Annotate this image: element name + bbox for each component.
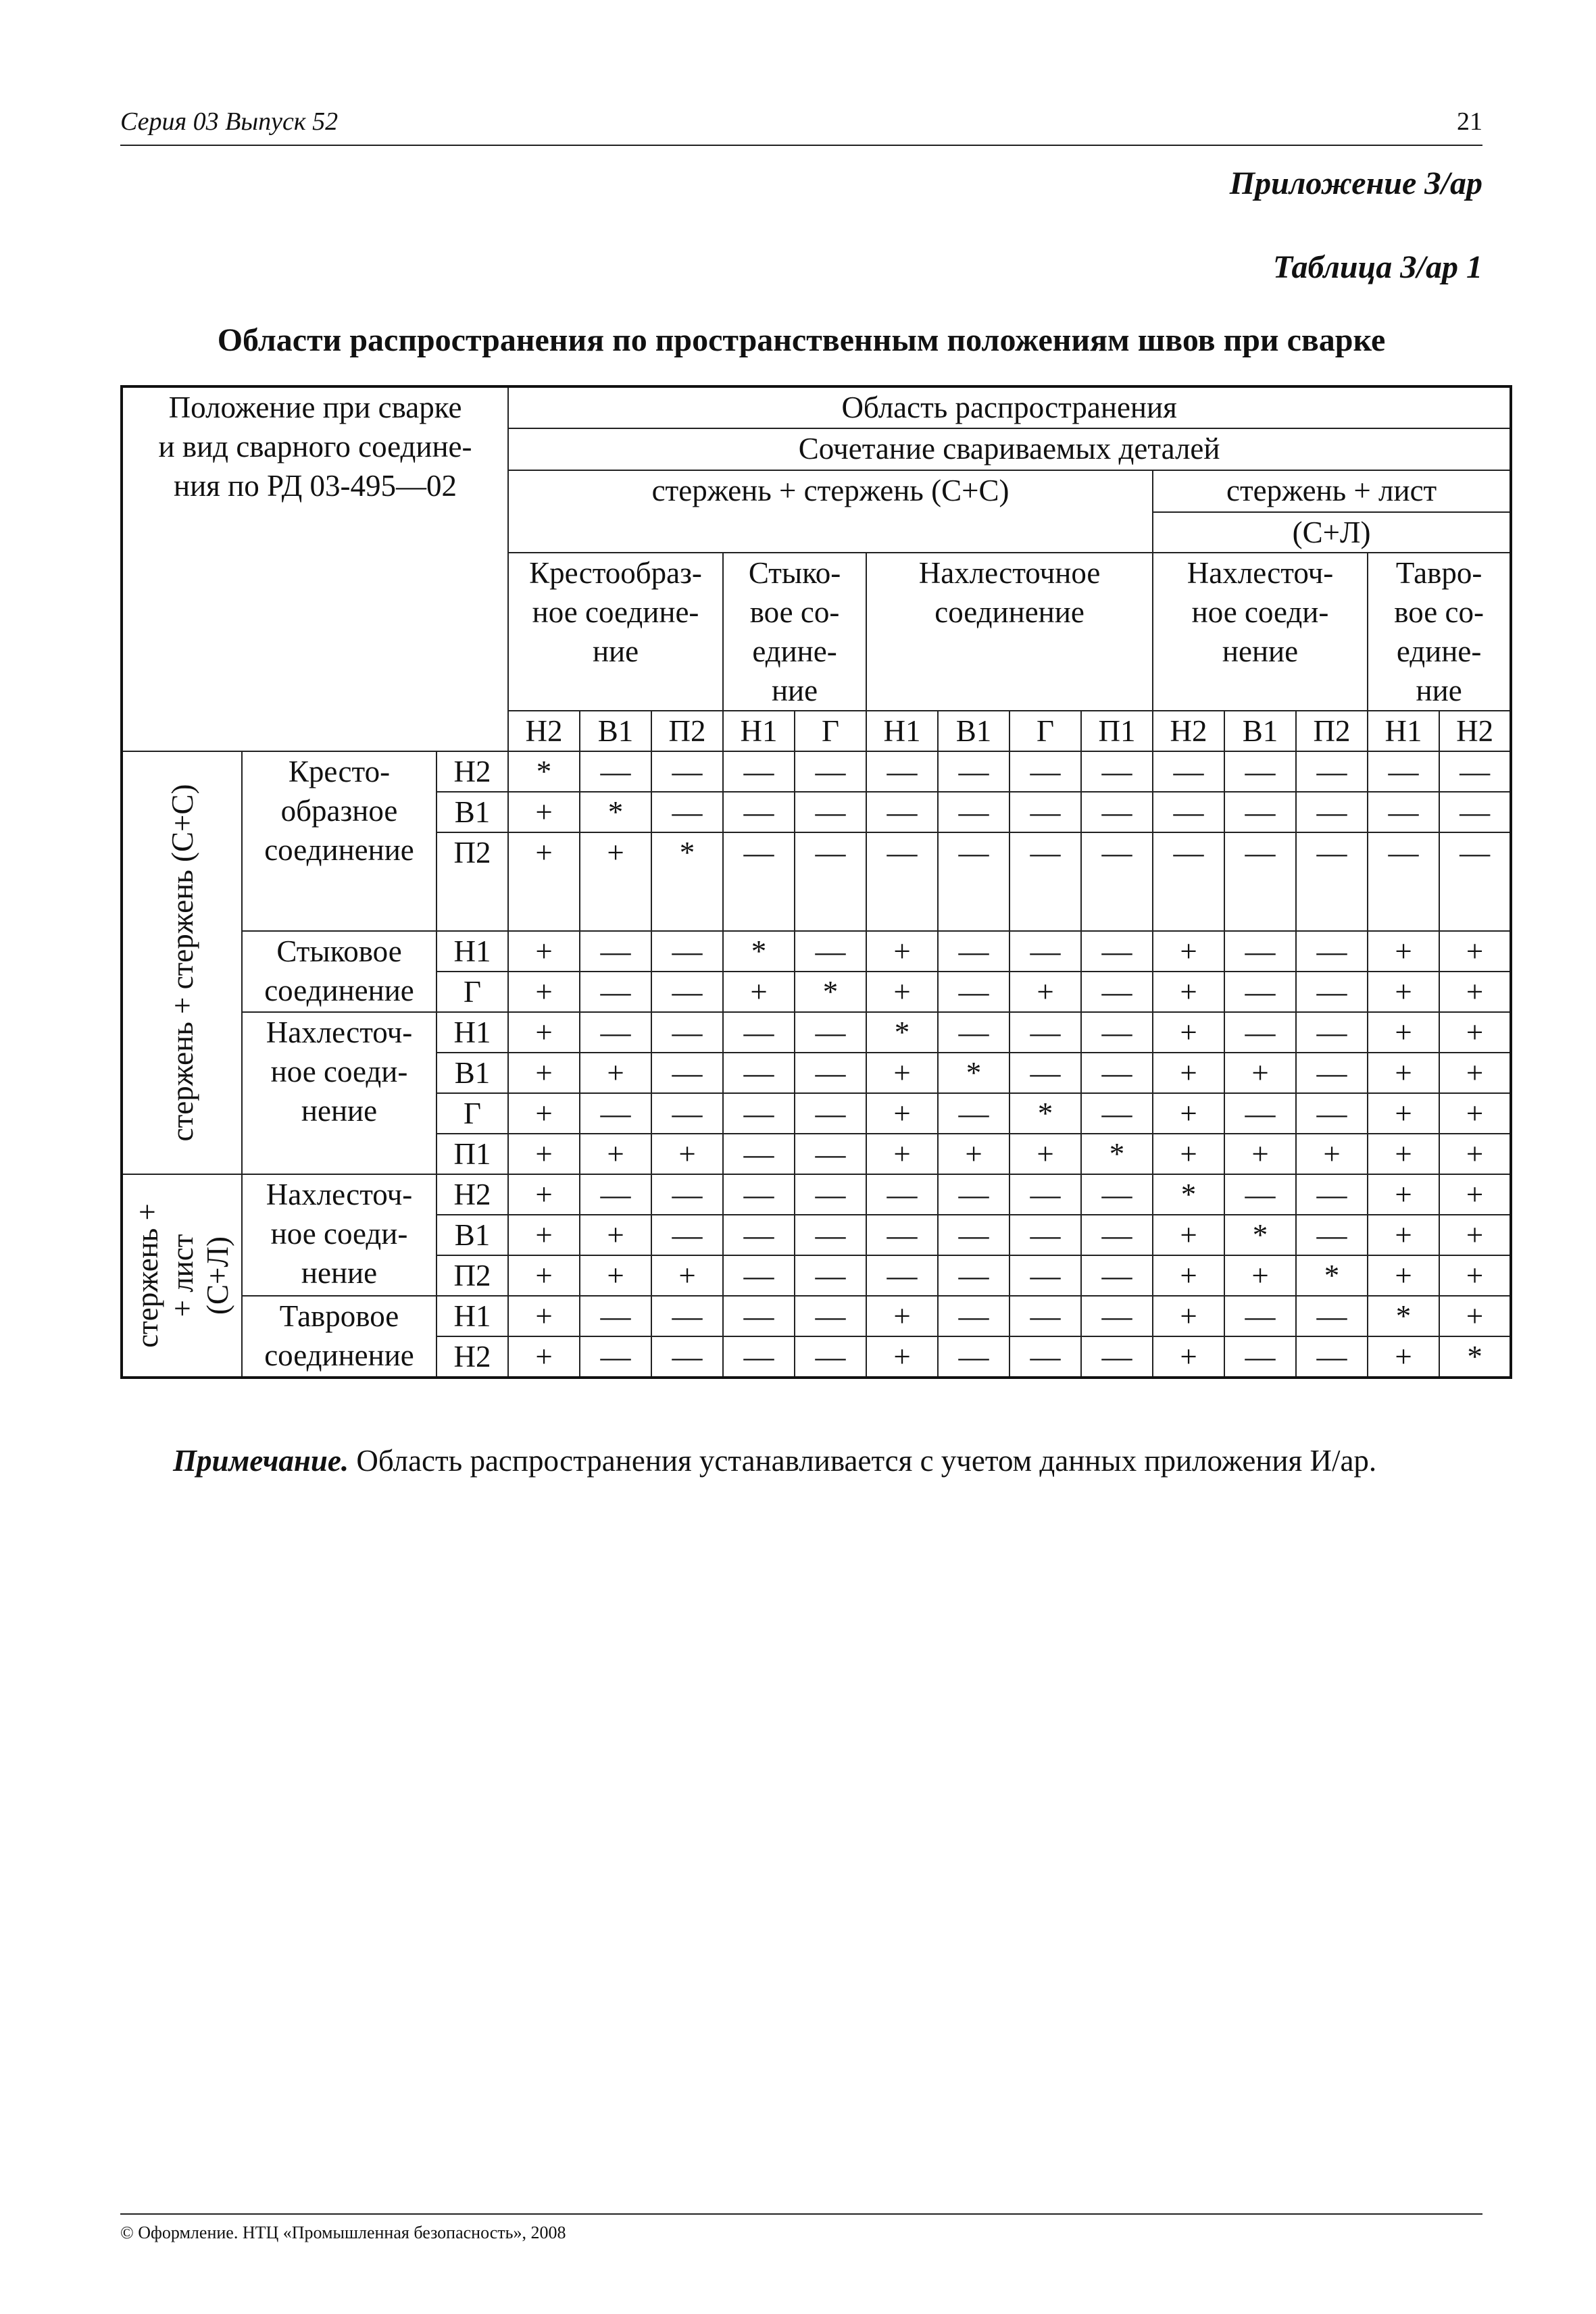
note-text: Область распространения устанавливается с учетом данных приложения И/ар. — [349, 1444, 1377, 1478]
table-row — [122, 751, 1511, 792]
table-cell: * — [1009, 1093, 1081, 1134]
welding-positions-table — [120, 385, 1512, 1379]
row-position-code: Н1 — [437, 1296, 508, 1336]
table-cell: — — [651, 1296, 723, 1336]
table-cell: — — [1081, 832, 1153, 931]
table-row — [122, 1174, 1511, 1215]
table-cell: — — [795, 1134, 866, 1174]
table-cell: — — [795, 1053, 866, 1093]
table-cell: + — [508, 792, 580, 832]
table-cell: — — [580, 751, 651, 792]
table-cell: — — [723, 792, 795, 832]
table-cell: — — [1439, 792, 1511, 832]
table-cell: + — [508, 1336, 580, 1378]
table-cell: — — [651, 1053, 723, 1093]
table-cell: — — [580, 1012, 651, 1053]
table-cell: — — [1009, 1296, 1081, 1336]
table-cell: — — [795, 1174, 866, 1215]
table-cell: — — [723, 1134, 795, 1174]
table-cell: — — [1296, 751, 1368, 792]
joint-header-tee — [1368, 553, 1511, 711]
table-cell: — — [1009, 931, 1081, 972]
table-cell: + — [1224, 1255, 1296, 1296]
table-cell: — — [1296, 1296, 1368, 1336]
table-cell: — — [723, 751, 795, 792]
rod-rod-header: стержень + стержень (С+С) — [508, 470, 1153, 553]
table-cell: — — [1081, 1255, 1153, 1296]
table-cell: — — [795, 751, 866, 792]
table-cell: — — [1081, 1012, 1153, 1053]
table-cell: — — [1368, 832, 1439, 931]
table-cell: — — [1081, 751, 1153, 792]
table-cell: — — [1296, 1093, 1368, 1134]
table-cell: + — [1368, 1174, 1439, 1215]
table-cell: — — [1081, 1093, 1153, 1134]
table-cell: + — [1439, 1255, 1511, 1296]
table-cell: — — [1081, 1296, 1153, 1336]
table-cell: + — [1368, 1093, 1439, 1134]
table-cell: + — [508, 1255, 580, 1296]
row-joint-cross — [242, 751, 437, 931]
table-note — [173, 1443, 1376, 1478]
table-cell: — — [1153, 832, 1224, 931]
table-cell: — — [938, 1296, 1009, 1336]
table-cell: — — [1296, 1215, 1368, 1255]
table-cell: — — [795, 1336, 866, 1378]
table-cell: + — [508, 972, 580, 1012]
table-cell: — — [866, 1255, 938, 1296]
joint-header-lap-cl — [1153, 553, 1368, 711]
row-joint-butt — [242, 931, 437, 1012]
table-cell: — — [651, 1012, 723, 1053]
joint-header-line: Нахлесточ- — [1187, 556, 1334, 590]
joint-header-line: Крестообраз- — [529, 556, 702, 590]
footer-divider — [120, 2213, 1482, 2215]
table-cell: + — [508, 1093, 580, 1134]
table-cell: * — [580, 792, 651, 832]
table-cell: — — [1009, 751, 1081, 792]
table-cell: * — [1081, 1134, 1153, 1174]
table-cell: — — [1296, 832, 1368, 931]
table-row — [122, 931, 1511, 972]
table-cell: — — [1153, 792, 1224, 832]
table-cell: — — [651, 931, 723, 972]
table-cell: — — [795, 1296, 866, 1336]
group-label-line: стержень + — [130, 1203, 164, 1348]
table-cell: + — [508, 832, 580, 931]
corner-header-cell — [122, 386, 508, 751]
table-cell: — — [723, 1093, 795, 1134]
position-code-header: Г — [1009, 711, 1081, 751]
table-cell: — — [1368, 751, 1439, 792]
table-label: Таблица З/ар 1 — [1272, 249, 1482, 285]
position-code-header: Г — [795, 711, 866, 751]
row-joint-line: ное соеди- — [270, 1217, 408, 1251]
table-cell: — — [1009, 1215, 1081, 1255]
row-joint-line: ное соеди- — [270, 1055, 408, 1088]
table-cell: + — [580, 832, 651, 931]
joint-header-line: ние — [771, 674, 818, 707]
table-cell: + — [1153, 1255, 1224, 1296]
table-cell: * — [866, 1012, 938, 1053]
table-cell: — — [723, 1296, 795, 1336]
table-cell: — — [795, 1012, 866, 1053]
group-label: стержень + стержень (С+С) — [165, 784, 199, 1142]
combination-header: Сочетание свариваемых деталей — [508, 428, 1511, 470]
joint-header-line: вое со- — [749, 595, 840, 629]
table-cell: + — [1224, 1134, 1296, 1174]
row-joint-line: соединение — [264, 1338, 414, 1372]
table-cell: + — [508, 1215, 580, 1255]
table-cell: + — [1439, 1296, 1511, 1336]
table-cell: — — [1296, 1053, 1368, 1093]
table-cell: — — [938, 1336, 1009, 1378]
table-cell: — — [938, 792, 1009, 832]
table-cell: + — [1368, 1255, 1439, 1296]
table-cell: — — [1081, 1215, 1153, 1255]
table-cell: + — [1368, 1336, 1439, 1378]
table-cell: + — [866, 1093, 938, 1134]
table-cell: * — [795, 972, 866, 1012]
row-position-code: В1 — [437, 1215, 508, 1255]
joint-header-line: ние — [1416, 674, 1462, 707]
table-cell: — — [651, 751, 723, 792]
table-cell: — — [1081, 792, 1153, 832]
table-cell: — — [651, 1336, 723, 1378]
table-cell: — — [938, 972, 1009, 1012]
table-cell: — — [1368, 792, 1439, 832]
table-cell: * — [938, 1053, 1009, 1093]
table-cell: + — [866, 931, 938, 972]
table-cell: + — [1368, 1012, 1439, 1053]
table-cell: — — [1009, 1336, 1081, 1378]
joint-header-cross — [508, 553, 723, 711]
table-cell: + — [1439, 1053, 1511, 1093]
series-label: Серия 03 Выпуск 52 — [120, 107, 339, 136]
row-joint-line: Тавровое — [279, 1299, 399, 1333]
position-code-header: Н1 — [866, 711, 938, 751]
table-cell: — — [1439, 751, 1511, 792]
row-position-code: Г — [437, 972, 508, 1012]
table-cell: * — [651, 832, 723, 931]
table-cell: — — [938, 1215, 1009, 1255]
corner-header-line: Положение при сварке — [168, 391, 462, 424]
table-cell: * — [723, 931, 795, 972]
joint-header-butt — [723, 553, 866, 711]
table-cell: + — [938, 1134, 1009, 1174]
table-cell: — — [866, 1215, 938, 1255]
table-cell: — — [723, 1215, 795, 1255]
table-cell: — — [651, 1174, 723, 1215]
table-cell: — — [580, 1296, 651, 1336]
table-cell: — — [795, 792, 866, 832]
row-position-code: В1 — [437, 792, 508, 832]
table-cell: — — [795, 1093, 866, 1134]
table-cell: — — [723, 1255, 795, 1296]
table-cell: — — [1081, 1053, 1153, 1093]
table-row — [122, 1012, 1511, 1053]
rod-sheet-header-line: стержень + лист — [1153, 470, 1511, 512]
table-cell: + — [1224, 1053, 1296, 1093]
joint-header-line: ное соедине- — [532, 595, 699, 629]
table-cell: + — [580, 1215, 651, 1255]
table-cell: — — [1296, 972, 1368, 1012]
rod-sheet-header-line: (С+Л) — [1153, 512, 1511, 553]
table-row — [122, 1296, 1511, 1336]
table-cell: + — [1153, 1053, 1224, 1093]
row-joint-line: Нахлесточ- — [266, 1015, 413, 1049]
table-cell: — — [1224, 1296, 1296, 1336]
page-number: 21 — [1457, 107, 1482, 136]
row-joint-lap-cl — [242, 1174, 437, 1296]
table-cell: — — [1224, 751, 1296, 792]
table-cell: — — [723, 832, 795, 931]
table-cell: — — [938, 1093, 1009, 1134]
table-cell: — — [938, 832, 1009, 931]
row-position-code: В1 — [437, 1053, 508, 1093]
table-cell: + — [1153, 1336, 1224, 1378]
footer-copyright: © Оформление. НТЦ «Промышленная безопасность», 2008 — [120, 2223, 566, 2242]
row-position-code: П2 — [437, 832, 508, 931]
area-header: Область распространения — [508, 386, 1511, 428]
table-cell: — — [1224, 792, 1296, 832]
group-rod-rod — [122, 751, 242, 1174]
table-cell: + — [866, 1134, 938, 1174]
table-cell: + — [1439, 1093, 1511, 1134]
table-cell: — — [795, 1255, 866, 1296]
row-joint-line: Кресто- — [288, 755, 391, 788]
table-cell: — — [1224, 972, 1296, 1012]
table-cell: + — [1439, 1012, 1511, 1053]
table-cell: — — [1009, 792, 1081, 832]
position-code-header: П2 — [651, 711, 723, 751]
table-cell: + — [1439, 1134, 1511, 1174]
table-cell: + — [866, 1336, 938, 1378]
table-cell: — — [866, 1174, 938, 1215]
table-cell: — — [938, 751, 1009, 792]
table-cell: + — [1153, 1296, 1224, 1336]
table-cell: + — [1153, 1093, 1224, 1134]
position-code-header: Н2 — [1439, 711, 1511, 751]
table-cell: — — [723, 1053, 795, 1093]
table-cell: + — [1153, 1134, 1224, 1174]
table-cell: — — [580, 931, 651, 972]
position-code-header: Н2 — [1153, 711, 1224, 751]
table-cell: * — [508, 751, 580, 792]
joint-header-line: едине- — [752, 634, 837, 668]
table-cell: + — [651, 1255, 723, 1296]
table-cell: — — [1009, 1053, 1081, 1093]
table-cell: * — [1368, 1296, 1439, 1336]
row-position-code: Н1 — [437, 931, 508, 972]
note-label: Примечание. — [173, 1444, 349, 1478]
row-joint-line: образное — [280, 794, 398, 828]
row-joint-line: Нахлесточ- — [266, 1178, 413, 1211]
table-cell: + — [1439, 972, 1511, 1012]
table-cell: — — [1081, 1336, 1153, 1378]
table-cell: + — [508, 1012, 580, 1053]
table-cell: — — [723, 1336, 795, 1378]
row-joint-line: соединение — [264, 833, 414, 867]
table-cell: + — [866, 972, 938, 1012]
table-title: Области распространения по пространственным положениям швов при сварке — [217, 322, 1386, 358]
table-cell: * — [1153, 1174, 1224, 1215]
row-joint-tee — [242, 1296, 437, 1378]
row-position-code: П1 — [437, 1134, 508, 1174]
position-code-header: В1 — [1224, 711, 1296, 751]
table-cell: — — [1296, 1336, 1368, 1378]
table-cell: — — [580, 972, 651, 1012]
table-cell: — — [1081, 972, 1153, 1012]
table-cell: — — [651, 972, 723, 1012]
row-joint-lap-cc — [242, 1012, 437, 1174]
table-cell: — — [1224, 1012, 1296, 1053]
joint-header-line: ное соеди- — [1191, 595, 1329, 629]
row-position-code: Н2 — [437, 1336, 508, 1378]
row-joint-line: соединение — [264, 974, 414, 1007]
group-label-line: + лист — [165, 1234, 199, 1317]
table-cell: + — [1368, 1215, 1439, 1255]
table-cell: — — [866, 792, 938, 832]
table-cell: — — [1081, 1174, 1153, 1215]
row-position-code: Н2 — [437, 1174, 508, 1215]
table-cell: — — [1296, 792, 1368, 832]
table-cell: — — [723, 1174, 795, 1215]
table-cell: — — [795, 931, 866, 972]
table-cell: + — [1439, 931, 1511, 972]
group-label — [130, 1203, 235, 1348]
position-code-header: В1 — [580, 711, 651, 751]
table-cell: — — [938, 1174, 1009, 1215]
appendix-label: Приложение З/ар — [1229, 166, 1482, 201]
table-cell: + — [1009, 972, 1081, 1012]
table-cell: + — [580, 1053, 651, 1093]
table-cell: + — [508, 1296, 580, 1336]
table-cell: — — [1224, 1174, 1296, 1215]
joint-header-lap-cc — [866, 553, 1153, 711]
row-position-code: П2 — [437, 1255, 508, 1296]
table-cell: — — [1224, 1336, 1296, 1378]
table-cell: * — [1224, 1215, 1296, 1255]
table-cell: + — [580, 1255, 651, 1296]
table-cell: + — [1153, 931, 1224, 972]
table-cell: — — [1009, 1012, 1081, 1053]
table-cell: + — [1296, 1134, 1368, 1174]
position-code-header: Н1 — [723, 711, 795, 751]
table-cell: — — [651, 1093, 723, 1134]
table-cell: + — [1368, 972, 1439, 1012]
table-cell: — — [1153, 751, 1224, 792]
table-cell: * — [1296, 1255, 1368, 1296]
table-cell: — — [723, 1012, 795, 1053]
table-cell: — — [1224, 832, 1296, 931]
group-label-line: (С+Л) — [200, 1236, 234, 1315]
table-cell: + — [1153, 1012, 1224, 1053]
joint-header-line: вое со- — [1394, 595, 1484, 629]
table-cell: + — [866, 1296, 938, 1336]
group-rod-sheet — [122, 1174, 242, 1378]
position-code-header: Н1 — [1368, 711, 1439, 751]
table-cell: — — [1296, 931, 1368, 972]
table-cell: — — [1296, 1012, 1368, 1053]
table-cell: — — [1224, 931, 1296, 972]
table-cell: — — [1081, 931, 1153, 972]
table-cell: + — [508, 1134, 580, 1174]
table-cell: — — [795, 1215, 866, 1255]
table-cell: + — [1009, 1134, 1081, 1174]
table-cell: — — [1224, 1093, 1296, 1134]
table-cell: + — [508, 1174, 580, 1215]
joint-header-line: соединение — [934, 595, 1084, 629]
joint-header-line: Стыко- — [748, 556, 841, 590]
table-cell: — — [938, 931, 1009, 972]
table-cell: + — [1439, 1215, 1511, 1255]
running-head — [120, 107, 1482, 146]
position-code-header: Н2 — [508, 711, 580, 751]
table-cell: — — [1009, 1255, 1081, 1296]
table-cell: — — [651, 1215, 723, 1255]
table-cell: + — [1153, 972, 1224, 1012]
table-cell: — — [1009, 1174, 1081, 1215]
table-cell: + — [1153, 1215, 1224, 1255]
position-code-header: П2 — [1296, 711, 1368, 751]
table-cell: — — [1296, 1174, 1368, 1215]
joint-header-line: Тавро- — [1395, 556, 1482, 590]
row-joint-line: нение — [301, 1094, 378, 1128]
row-position-code: Н1 — [437, 1012, 508, 1053]
joint-header-line: нение — [1222, 634, 1299, 668]
table-cell: + — [1439, 1174, 1511, 1215]
row-joint-line: нение — [301, 1256, 378, 1290]
joint-header-line: Нахлесточное — [918, 556, 1101, 590]
table-cell: — — [866, 832, 938, 931]
table-cell: — — [1009, 832, 1081, 931]
table-cell: + — [508, 931, 580, 972]
corner-header-line: и вид сварного соедине- — [158, 430, 472, 463]
table-cell: + — [1368, 1134, 1439, 1174]
table-cell: + — [866, 1053, 938, 1093]
table-cell: — — [938, 1255, 1009, 1296]
table-cell: — — [795, 832, 866, 931]
table-cell: — — [938, 1012, 1009, 1053]
table-cell: — — [580, 1093, 651, 1134]
table-cell: — — [580, 1174, 651, 1215]
table-cell: + — [1368, 931, 1439, 972]
table-cell: — — [651, 792, 723, 832]
table-cell: — — [1439, 832, 1511, 931]
table-cell: — — [866, 751, 938, 792]
row-position-code: Г — [437, 1093, 508, 1134]
table-cell: + — [651, 1134, 723, 1174]
row-position-code: Н2 — [437, 751, 508, 792]
table-cell: + — [580, 1134, 651, 1174]
table-cell: + — [723, 972, 795, 1012]
corner-header-line: ния по РД 03-495—02 — [174, 469, 457, 503]
table-cell: + — [508, 1053, 580, 1093]
joint-header-line: ние — [592, 634, 639, 668]
row-joint-line: Стыковое — [276, 934, 402, 968]
table-cell: + — [1368, 1053, 1439, 1093]
position-code-header: П1 — [1081, 711, 1153, 751]
joint-header-line: едине- — [1396, 634, 1482, 668]
position-code-header: В1 — [938, 711, 1009, 751]
table-cell: — — [580, 1336, 651, 1378]
table-cell: * — [1439, 1336, 1511, 1378]
